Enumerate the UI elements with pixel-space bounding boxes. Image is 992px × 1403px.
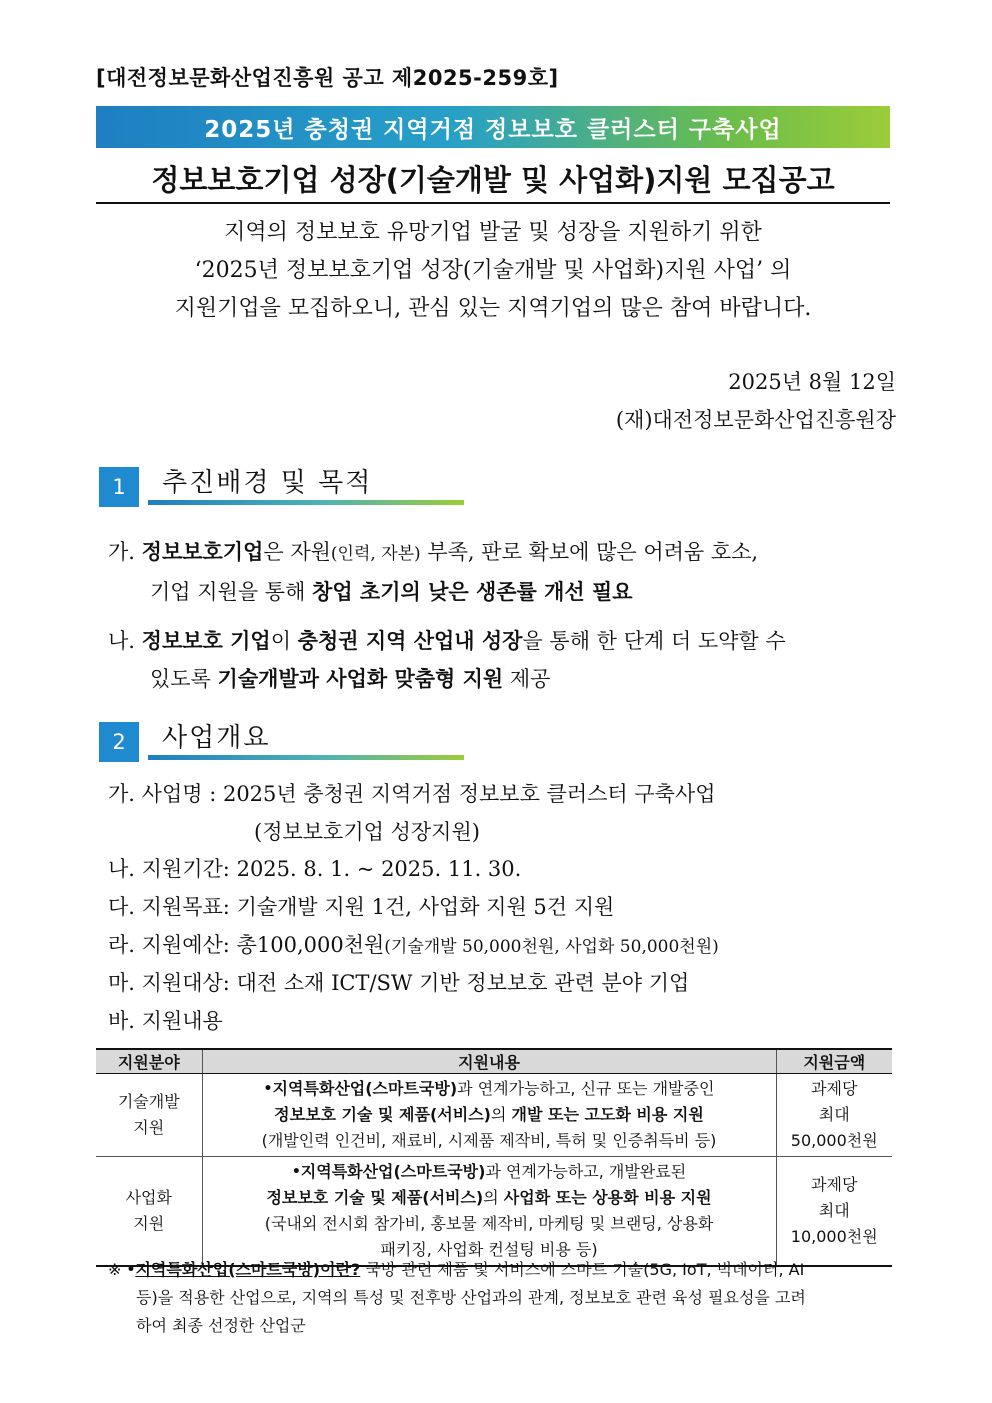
cell-text: 10,000천원	[790, 1227, 878, 1246]
section-title-1: 추진배경 및 목적	[162, 468, 373, 498]
item-marker: 가.	[108, 782, 135, 806]
bullet-dot: •	[263, 1081, 273, 1097]
cell-text: 지원	[133, 1214, 165, 1233]
support-amount-cell	[776, 1074, 892, 1157]
item-marker: 나.	[108, 629, 135, 653]
cell-text: 과제당	[811, 1079, 858, 1098]
table-header: 지원분야	[96, 1049, 202, 1074]
page-title: 정보보호기업 성장(기술개발 및 사업화)지원 모집공고	[96, 154, 890, 204]
item-marker: 다.	[108, 895, 135, 919]
support-table	[96, 1048, 892, 1267]
section2-item-a	[108, 775, 898, 851]
support-amount-cell	[776, 1157, 892, 1267]
item-value: 2025년 충청권 지역거점 정보보호 클러스터 구축사업	[222, 782, 716, 806]
cell-text: (개발인력 인건비, 재료비, 시제품 제작비, 특허 및 인증취득비 등)	[261, 1131, 717, 1150]
notice-date: 2025년 8월 12일	[728, 370, 896, 394]
bullet-dot: •	[126, 1262, 136, 1278]
cell-text: 사업화	[125, 1188, 172, 1207]
section-underline	[148, 500, 464, 505]
section2-item-e	[108, 964, 898, 1002]
notice-number: [대전정보문화산업진흥원 공고 제2025-259호]	[96, 66, 559, 90]
support-content-cell	[202, 1157, 776, 1267]
note-text: 국방 관련 제품 및 서비스에 스마트 기술(5G, IoT, 빅데이터, AI	[360, 1260, 805, 1279]
cell-text: 지원	[133, 1118, 165, 1137]
bold-text: 충청권 지역 산업내 성장	[297, 629, 523, 653]
section-title-2: 사업개요	[162, 723, 271, 753]
cell-text: 기술개발	[117, 1092, 180, 1111]
support-content-cell	[202, 1074, 776, 1157]
item-value: 기술개발 지원 1건, 사업화 지원 5건 지원	[236, 895, 615, 919]
item-label: 지원대상:	[141, 971, 230, 995]
table-row	[96, 1157, 892, 1267]
text: (인력, 자본)	[330, 544, 421, 564]
text: 있도록	[150, 667, 218, 691]
section2-item-c	[108, 888, 898, 926]
text: 은 자원	[263, 540, 331, 564]
table-header: 지원내용	[202, 1049, 776, 1074]
bold-text: 창업 초기의 낮은 생존률 개선 필요	[312, 580, 633, 604]
item-marker: 바.	[108, 1009, 135, 1033]
note-term: 지역특화산업(스마트국방)이란?	[135, 1260, 361, 1279]
section2-item-d	[108, 926, 898, 966]
bold-text: 지역특화산업(스마트국방)	[272, 1079, 458, 1098]
intro-paragraph	[96, 214, 890, 328]
item-label: 지원예산:	[141, 933, 230, 957]
issuing-organization: (재)대전정보문화산업진흥원장	[615, 408, 896, 432]
item-value: 총100,000천원	[236, 933, 385, 957]
cell-text: 의	[483, 1188, 504, 1207]
bold-text: 지역특화산업(스마트국방)	[300, 1162, 486, 1181]
item-marker: 라.	[108, 933, 135, 957]
cell-text: 최대	[818, 1201, 850, 1220]
item-value: 2025. 8. 1. ~ 2025. 11. 30.	[236, 857, 522, 881]
item-label: 지원내용	[141, 1009, 223, 1033]
item-value-detail: (기술개발 50,000천원, 사업화 50,000천원)	[384, 937, 719, 957]
footnote	[108, 1256, 894, 1340]
item-marker: 나.	[108, 857, 135, 881]
bold-text: 정보보호기업	[141, 540, 264, 564]
bold-text: 정보보호 기술 및 제품(서비스)	[274, 1105, 491, 1124]
item-marker: 마.	[108, 971, 135, 995]
text: 기업 지원을 통해	[150, 580, 313, 604]
text: 부족, 판로 확보에 많은 어려움 호소,	[420, 540, 759, 564]
bold-text: 사업화 또는 상용화 비용 지원	[503, 1188, 712, 1207]
section2-item-f	[108, 1002, 898, 1040]
note-text: 등)을 적용한 산업으로, 지역의 특성 및 전후방 산업과의 관계, 정보보호 관련 육성 필요성을 고려	[136, 1288, 806, 1307]
support-field-cell	[96, 1074, 202, 1157]
cell-text: 50,000천원	[790, 1131, 878, 1150]
item-label: 사업명 :	[141, 782, 217, 806]
text: 이	[270, 629, 298, 653]
section-underline	[148, 755, 464, 760]
program-banner: 2025년 충청권 지역거점 정보보호 클러스터 구축사업	[96, 106, 890, 148]
bold-text: 개발 또는 고도화 비용 지원	[511, 1105, 704, 1124]
item-value-continued: (정보보호기업 성장지원)	[254, 820, 480, 844]
text: 제공	[503, 667, 551, 691]
cell-text: 최대	[818, 1105, 850, 1124]
cell-text: 과 연계가능하고, 신규 또는 개발중인	[457, 1079, 715, 1098]
bold-text: 정보보호 기업	[141, 629, 271, 653]
table-row	[96, 1074, 892, 1157]
support-field-cell	[96, 1157, 202, 1267]
section-number-2: 2	[99, 722, 139, 762]
cell-text: 의	[490, 1105, 512, 1124]
cell-text: 패키징, 사업화 컨설팅 비용 등)	[380, 1240, 598, 1259]
section1-item-b	[108, 622, 898, 698]
note-text: 하여 최종 선정한 산업군	[136, 1316, 306, 1335]
bullet-dot: •	[291, 1164, 301, 1180]
note-mark: ※	[108, 1260, 122, 1279]
table-header: 지원금액	[776, 1049, 892, 1074]
section2-item-b	[108, 850, 898, 888]
intro-line: ‘2025년 정보보호기업 성장(기술개발 및 사업화)지원 사업’ 의	[194, 258, 792, 283]
item-label: 지원목표:	[141, 895, 230, 919]
text: 을 통해 한 단계 더 도약할 수	[522, 629, 786, 653]
intro-line: 지역의 정보보호 유망기업 발굴 및 성장을 지원하기 위한	[224, 220, 762, 245]
item-label: 지원기간:	[141, 857, 230, 881]
intro-line: 지원기업을 모집하오니, 관심 있는 지역기업의 많은 참여 바랍니다.	[174, 296, 812, 321]
cell-text: 과 연계가능하고, 개발완료된	[485, 1162, 687, 1181]
section1-item-a	[108, 533, 898, 611]
section-number-1: 1	[99, 467, 139, 507]
cell-text: 과제당	[811, 1175, 858, 1194]
bold-text: 기술개발과 사업화 맞춤형 지원	[217, 667, 504, 691]
cell-text: (국내외 전시회 참가비, 홍보물 제작비, 마케팅 및 브랜딩, 상용화	[264, 1214, 714, 1233]
item-value: 대전 소재 ICT/SW 기반 정보보호 관련 분야 기업	[236, 971, 690, 995]
bold-text: 정보보호 기술 및 제품(서비스)	[266, 1188, 484, 1207]
table-header-row	[96, 1049, 892, 1074]
item-marker: 가.	[108, 540, 135, 564]
